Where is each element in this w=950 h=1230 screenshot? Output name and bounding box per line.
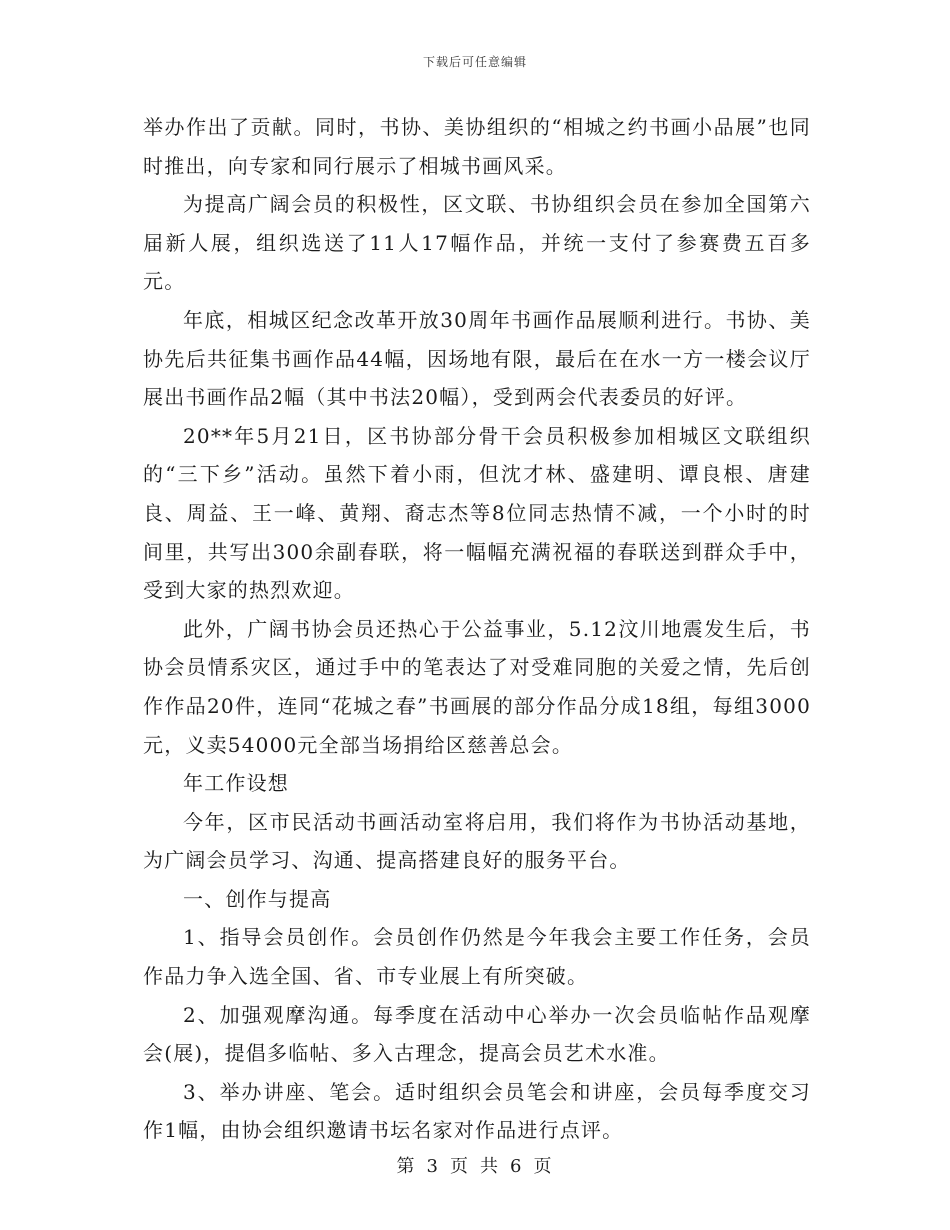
list-item-3: 3、举办讲座、笔会。适时组织会员笔会和讲座，会员每季度交习作1幅，由协会组织邀请书坛名家对作品进行点评。 [143, 1079, 811, 1143]
footer-mid2: 共 [480, 1156, 500, 1177]
paragraph-3: 年底，相城区纪念改革开放30周年书画作品展顺利进行。书协、美协先后共征集书画作品44幅，因场地有限，最后在在水一方一楼会议厅展出书画作品2幅（其中书法20幅），受到两会代表委员的好评。 [143, 307, 811, 410]
list-item-1: 1、指导会员创作。会员创作仍然是今年我会主要工作任务，会员作品力争入选全国、省、市专业展上有所突破。 [143, 925, 811, 989]
page-footer [0, 1152, 950, 1178]
paragraph-6: 今年，区市民活动书画活动室将启用，我们将作为书协活动基地，为广阔会员学习、沟通、提高搭建良好的服务平台。 [143, 809, 811, 873]
page-header-note: 下载后可任意编辑 [422, 55, 527, 69]
paragraph-4: 20**年5月21日，区书协部分骨干会员积极参加相城区文联组织的“三下乡”活动。虽然下着小雨，但沈才林、盛建明、谭良根、唐建良、周益、王一峰、黄翔、裔志杰等8位同志热情不减，一个小时的时间里，共写出300余副春联，将一幅幅充满祝福的春联送到群众手中，受到大家的热烈欢迎。 [143, 423, 811, 603]
paragraph-1: 举办作出了贡献。同时，书协、美协组织的“相城之约书画小品展”也同时推出，向专家和同行展示了相城书画风采。 [143, 115, 811, 178]
current-page-number: 3 [426, 1156, 440, 1177]
total-page-number: 6 [510, 1156, 524, 1177]
list-item-2: 2、加强观摩沟通。每季度在活动中心举办一次会员临帖作品观摩会(展)，提倡多临帖、多入古理念，提高会员艺术水准。 [143, 1002, 811, 1066]
document-body [143, 108, 811, 1150]
section-heading-plan: 年工作设想 [183, 771, 289, 796]
paragraph-2: 为提高广阔会员的积极性，区文联、书协组织会员在参加全国第六届新人展，组织选送了11人17幅作品，并统一支付了参赛费五百多元。 [143, 192, 811, 294]
footer-suffix: 页 [533, 1156, 554, 1177]
footer-mid1: 页 [450, 1156, 470, 1177]
section-heading-creation: 一、创作与提高 [183, 886, 332, 911]
footer-prefix: 第 [396, 1156, 417, 1177]
paragraph-5: 此外，广阔书协会员还热心于公益事业，5.12汶川地震发生后，书协会员情系灾区，通过手中的笔表达了对受难同胞的关爱之情，先后创作作品20件，连同“花城之春”书画展的部分作品分成18组，每组3000元，义卖54000元全部当场捐给区慈善总会。 [143, 616, 811, 757]
